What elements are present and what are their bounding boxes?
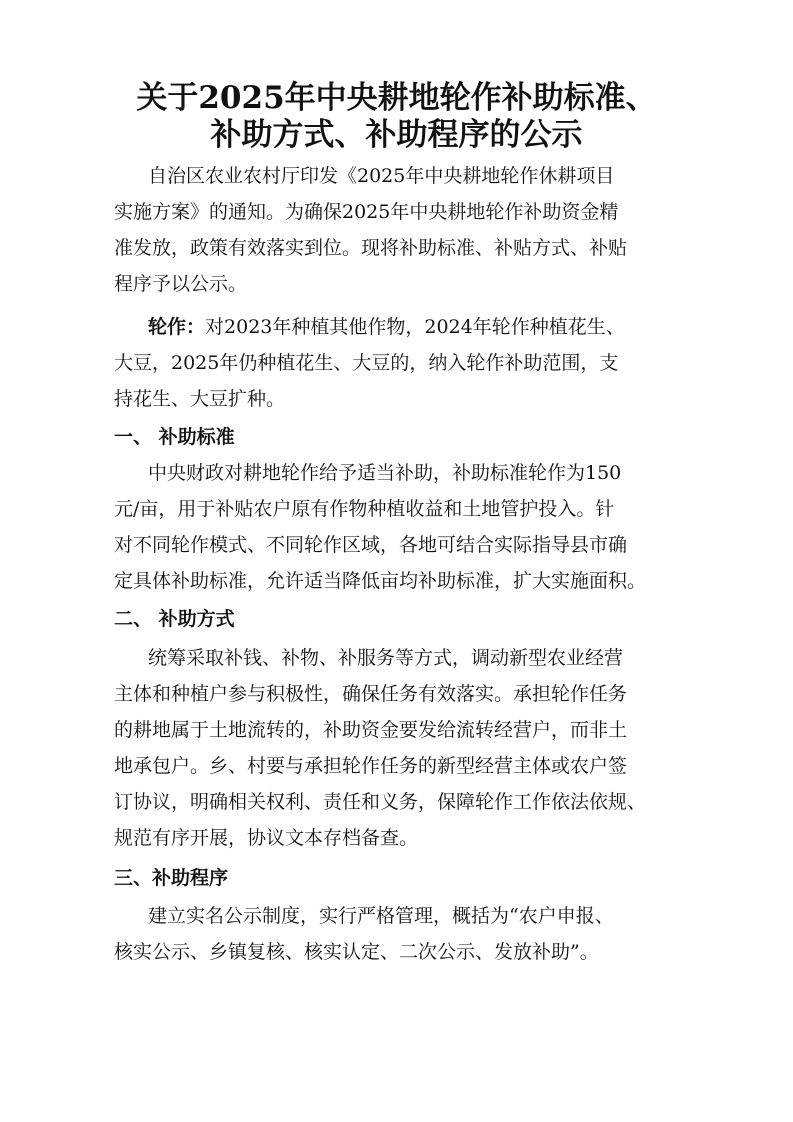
section-3-heading: 三、补助程序 [114, 867, 229, 889]
section-2-heading: 二、 补助方式 [114, 608, 235, 630]
section-1-line-4: 定具体补助标准，允许适当降低亩均补助标准，扩大实施面积。 [114, 570, 647, 592]
section-2-line-5: 订协议，明确相关权利、责任和义务，保障轮作工作依法依规、 [114, 791, 647, 813]
rotation-line-2: 大豆，2025年仍种植花生、大豆的，纳入轮作补助范围，支 [114, 352, 619, 374]
section-2-line-4: 地承包户。乡、村要与承担轮作任务的新型经营主体或农户签 [114, 755, 628, 777]
section-1-line-3: 对不同轮作模式、不同轮作区域，各地可结合实际指导县市确 [114, 534, 628, 556]
rotation-line-1-text: 对2023年种植其他作物，2024年轮作种植花生、 [205, 316, 625, 338]
section-3-line-1: 建立实名公示制度，实行严格管理，概括为“农户申报、 [148, 905, 614, 927]
section-3-line-2: 核实公示、乡镇复核、核实认定、二次公示、发放补助”。 [114, 941, 599, 963]
rotation-lead-label: 轮作： [148, 316, 206, 338]
section-1-line-2: 元/亩，用于补贴农户原有作物种植收益和土地管护投入。针 [114, 498, 615, 520]
intro-line-3: 准发放，政策有效落实到位。现将补助标准、补贴方式、补贴 [114, 237, 628, 259]
intro-line-2: 实施方案》的通知。为确保2025年中央耕地轮作补助资金精 [114, 201, 619, 223]
section-2-line-1: 统筹采取补钱、补物、补服务等方式，调动新型农业经营 [148, 647, 624, 669]
rotation-line-3: 持花生、大豆扩种。 [114, 388, 286, 410]
section-2-line-3: 的耕地属于土地流转的，补助资金要发给流转经营户，而非土 [114, 719, 628, 741]
document-title-line-1: 关于2025年中央耕地轮作补助标准、 [136, 80, 657, 116]
intro-line-4: 程序予以公示。 [114, 273, 248, 295]
rotation-line-1 [148, 309, 718, 345]
section-2-line-2: 主体和种植户参与积极性，确保任务有效落实。承担轮作任务 [114, 683, 628, 705]
section-2-line-6: 规范有序开展，协议文本存档备查。 [114, 827, 419, 849]
document-title-line-2: 补助方式、补助程序的公示 [210, 117, 583, 153]
intro-line-1: 自治区农业农村厅印发《2025年中央耕地轮作休耕项目 [148, 165, 615, 187]
section-1-heading: 一、 补助标准 [114, 426, 235, 448]
section-1-line-1: 中央财政对耕地轮作给予适当补助，补助标准轮作为150 [148, 462, 622, 484]
